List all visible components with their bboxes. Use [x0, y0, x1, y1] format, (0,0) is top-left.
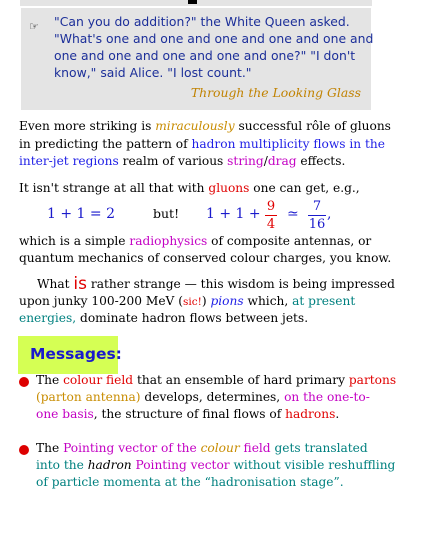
highlight-without-reshuffling: without visible reshuffling — [229, 458, 396, 472]
text: The — [36, 441, 64, 455]
pointing-hand-icon: ☞ — [29, 20, 39, 33]
paragraph-4-line-1 — [37, 275, 395, 294]
highlight-is: is — [73, 274, 88, 294]
equation-approx: ≃ — [287, 206, 299, 222]
highlight-inter-jet: inter-jet regions — [19, 154, 119, 168]
message-2-line-2 — [36, 457, 395, 475]
highlight-colour: colour — [200, 441, 240, 455]
paragraph-2 — [19, 180, 360, 198]
text: successful rôle of gluons — [234, 119, 391, 133]
text: , the structure of final flows of — [93, 407, 286, 421]
text: . — [335, 407, 340, 421]
paragraph-3-line-1 — [19, 233, 371, 251]
paragraph-3-line-2: quantum mechanics of conserved colour charges, you know. — [19, 251, 392, 265]
text: upon junky 100-200 MeV ( — [19, 294, 183, 308]
highlight-parton-antenna: (parton antenna) — [36, 390, 141, 404]
text: realm of various — [118, 154, 228, 168]
paragraph-1-line-1 — [19, 118, 391, 136]
highlight-pions: pions — [210, 294, 244, 308]
highlight-at-present: at present — [292, 294, 356, 308]
fraction-numerator: 9 — [266, 199, 276, 214]
text: Even more striking is — [19, 119, 156, 133]
quote-line-1: "Can you do addition?" the White Queen asked. — [54, 14, 350, 29]
paragraph-1-line-3 — [19, 153, 345, 171]
text: What — [37, 277, 74, 291]
text: that an ensemble of hard primary — [133, 373, 349, 387]
highlight-one-to-one: on the one-to- — [284, 390, 370, 404]
highlight-field: field — [239, 441, 271, 455]
top-mark — [188, 0, 197, 4]
quote-attribution: Through the Looking Glass — [190, 85, 361, 100]
text: of composite antennas, or — [207, 234, 372, 248]
equation-mid: 1 + 1 + — [206, 206, 261, 222]
message-1-line-3 — [36, 406, 339, 424]
bullet-icon — [19, 377, 29, 387]
highlight-colour-field: colour field — [63, 373, 134, 387]
text: / — [263, 154, 268, 168]
text: It isn't strange at all that with — [19, 181, 209, 195]
highlight-hadron: hadron — [87, 458, 132, 472]
highlight-energies: energies, — [19, 311, 77, 325]
highlight-miraculously: miraculously — [155, 119, 235, 133]
highlight-into-the: into the — [36, 458, 88, 472]
fraction-9-4 — [265, 199, 277, 232]
equation-but: but! — [153, 206, 180, 221]
highlight-gluons: gluons — [208, 181, 250, 195]
fraction-denominator: 16 — [308, 217, 326, 232]
text: dominate hadron flows between jets. — [76, 311, 309, 325]
fraction-7-16 — [308, 199, 326, 232]
messages-title: Messages: — [30, 345, 122, 363]
quote-line-3: one and one and one and one and one?" "I don't — [54, 48, 356, 63]
fraction-numerator: 7 — [312, 199, 322, 214]
text: ) — [201, 294, 211, 308]
message-1-line-1 — [36, 372, 396, 390]
highlight-one-basis: one basis — [36, 407, 94, 421]
quote-box — [21, 8, 374, 110]
equation-comma: , — [327, 206, 332, 222]
fraction-denominator: 4 — [266, 217, 276, 232]
text: which is a simple — [19, 234, 130, 248]
highlight-drag: drag — [267, 154, 297, 168]
message-1-line-2 — [36, 389, 370, 407]
paragraph-4-line-2 — [19, 293, 355, 312]
text: rather strange — this wisdom is being impressed — [87, 277, 395, 291]
message-2-line-1 — [36, 440, 368, 458]
text: in predicting the pattern of — [19, 137, 192, 151]
message-2-line-3: of particle momenta at the “hadronisation stage”. — [36, 475, 344, 489]
highlight-gets-translated: gets translated — [270, 441, 368, 455]
highlight-hadrons: hadrons — [285, 407, 336, 421]
highlight-pointing-vector: Pointing vector of the — [63, 441, 201, 455]
quote-line-2: "What's one and one and one and one and one and — [54, 31, 374, 46]
quote-line-4: know," said Alice. "I lost count." — [54, 65, 252, 80]
equation-left: 1 + 1 = 2 — [47, 206, 115, 222]
highlight-partons: partons — [348, 373, 397, 387]
highlight-string: string — [227, 154, 264, 168]
highlight-sic: sic! — [182, 296, 202, 308]
text: effects. — [296, 154, 346, 168]
paragraph-4-line-3 — [19, 310, 308, 328]
paragraph-1-line-2 — [19, 136, 385, 154]
highlight-multiplicity-flows: hadron multiplicity flows in the — [191, 137, 385, 151]
highlight-radiophysics: radiophysics — [129, 234, 208, 248]
text: develops, determines, — [140, 390, 285, 404]
highlight-hadron-pointing-vector: Pointing vector — [131, 458, 230, 472]
messages-box — [18, 336, 122, 374]
text: which, — [243, 294, 293, 308]
bullet-icon — [19, 445, 29, 455]
text: The — [36, 373, 64, 387]
text: one can get, e.g., — [249, 181, 360, 195]
